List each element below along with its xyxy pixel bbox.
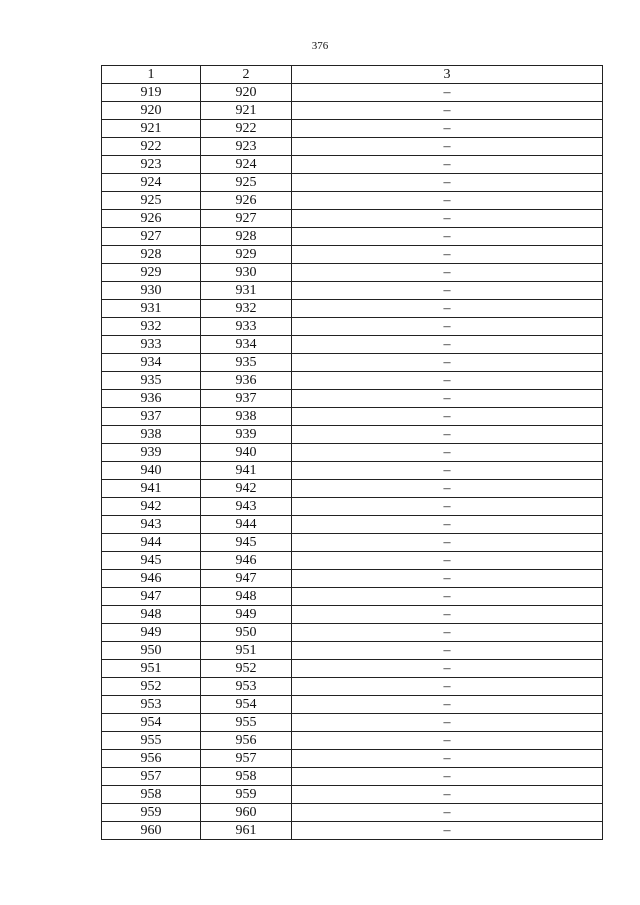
table-cell-col-2: 945 — [201, 534, 292, 552]
table-cell-col-2: 944 — [201, 516, 292, 534]
table-cell-col-3: – — [292, 408, 603, 426]
table-cell-col-3: – — [292, 588, 603, 606]
table-cell-col-1: 928 — [102, 246, 201, 264]
table-cell-col-3: – — [292, 822, 603, 840]
page-number: 376 — [311, 40, 329, 52]
table-row — [102, 174, 603, 192]
table-cell-col-3: – — [292, 174, 603, 192]
table-cell-col-1: 939 — [102, 444, 201, 462]
table-row — [102, 786, 603, 804]
table-cell-col-1: 922 — [102, 138, 201, 156]
table-cell-col-1: 932 — [102, 318, 201, 336]
table-cell-col-3: – — [292, 606, 603, 624]
table-cell-col-2: 959 — [201, 786, 292, 804]
table-cell-col-2: 943 — [201, 498, 292, 516]
table-row — [102, 390, 603, 408]
table-cell-col-1: 959 — [102, 804, 201, 822]
table-row — [102, 732, 603, 750]
table-cell-col-2: 961 — [201, 822, 292, 840]
table-cell-col-2: 923 — [201, 138, 292, 156]
table-cell-col-3: – — [292, 642, 603, 660]
table-cell-col-2: 935 — [201, 354, 292, 372]
table-cell-col-1: 926 — [102, 210, 201, 228]
table-cell-col-3: – — [292, 570, 603, 588]
table-row — [102, 372, 603, 390]
table-row — [102, 336, 603, 354]
table-cell-col-1: 942 — [102, 498, 201, 516]
table-cell-col-1: 931 — [102, 300, 201, 318]
table-cell-col-2: 954 — [201, 696, 292, 714]
table-cell-col-3: – — [292, 696, 603, 714]
table-cell-col-3: – — [292, 192, 603, 210]
column-header-1: 1 — [102, 66, 201, 84]
table-cell-col-1: 937 — [102, 408, 201, 426]
table-cell-col-3: – — [292, 84, 603, 102]
table-cell-col-1: 925 — [102, 192, 201, 210]
table-cell-col-1: 933 — [102, 336, 201, 354]
table-row — [102, 660, 603, 678]
table-cell-col-2: 939 — [201, 426, 292, 444]
table-cell-col-1: 954 — [102, 714, 201, 732]
table-cell-col-3: – — [292, 318, 603, 336]
table-cell-col-1: 938 — [102, 426, 201, 444]
table-cell-col-2: 934 — [201, 336, 292, 354]
table-row — [102, 498, 603, 516]
table-cell-col-2: 933 — [201, 318, 292, 336]
table-cell-col-1: 927 — [102, 228, 201, 246]
table-row — [102, 408, 603, 426]
table-cell-col-2: 946 — [201, 552, 292, 570]
table-row — [102, 192, 603, 210]
table-cell-col-2: 953 — [201, 678, 292, 696]
table-cell-col-3: – — [292, 264, 603, 282]
table-cell-col-2: 922 — [201, 120, 292, 138]
table-cell-col-1: 923 — [102, 156, 201, 174]
table-cell-col-2: 925 — [201, 174, 292, 192]
table-cell-col-1: 924 — [102, 174, 201, 192]
table-row — [102, 444, 603, 462]
table-row — [102, 228, 603, 246]
table-row — [102, 354, 603, 372]
table-row — [102, 606, 603, 624]
table-cell-col-3: – — [292, 768, 603, 786]
data-table — [101, 65, 603, 840]
table-cell-col-2: 960 — [201, 804, 292, 822]
table-cell-col-3: – — [292, 462, 603, 480]
table-cell-col-1: 948 — [102, 606, 201, 624]
table-cell-col-1: 952 — [102, 678, 201, 696]
table-row — [102, 642, 603, 660]
table-cell-col-1: 957 — [102, 768, 201, 786]
table-cell-col-3: – — [292, 516, 603, 534]
table-row — [102, 264, 603, 282]
table-cell-col-1: 958 — [102, 786, 201, 804]
table-row — [102, 696, 603, 714]
table-cell-col-3: – — [292, 354, 603, 372]
table-row — [102, 516, 603, 534]
table-cell-col-1: 949 — [102, 624, 201, 642]
table-cell-col-2: 920 — [201, 84, 292, 102]
table-row — [102, 750, 603, 768]
table-row — [102, 804, 603, 822]
table-cell-col-1: 943 — [102, 516, 201, 534]
table-cell-col-3: – — [292, 714, 603, 732]
table-cell-col-3: – — [292, 156, 603, 174]
table-row — [102, 570, 603, 588]
table-cell-col-3: – — [292, 228, 603, 246]
table-cell-col-3: – — [292, 660, 603, 678]
table-cell-col-3: – — [292, 786, 603, 804]
table-row — [102, 426, 603, 444]
table-cell-col-1: 935 — [102, 372, 201, 390]
table-row — [102, 282, 603, 300]
table-row — [102, 300, 603, 318]
table-cell-col-3: – — [292, 498, 603, 516]
table-cell-col-3: – — [292, 120, 603, 138]
table-cell-col-1: 955 — [102, 732, 201, 750]
table-cell-col-1: 951 — [102, 660, 201, 678]
table-cell-col-2: 936 — [201, 372, 292, 390]
table-cell-col-1: 934 — [102, 354, 201, 372]
table-row — [102, 534, 603, 552]
table-row — [102, 768, 603, 786]
table-cell-col-2: 938 — [201, 408, 292, 426]
table-cell-col-1: 941 — [102, 480, 201, 498]
table-row — [102, 462, 603, 480]
table-cell-col-2: 932 — [201, 300, 292, 318]
table-cell-col-3: – — [292, 624, 603, 642]
table-header-row — [102, 66, 603, 84]
table-row — [102, 156, 603, 174]
table-cell-col-2: 941 — [201, 462, 292, 480]
table-cell-col-2: 949 — [201, 606, 292, 624]
table-cell-col-2: 955 — [201, 714, 292, 732]
table-cell-col-1: 947 — [102, 588, 201, 606]
table-cell-col-3: – — [292, 732, 603, 750]
table-cell-col-3: – — [292, 336, 603, 354]
table-cell-col-2: 951 — [201, 642, 292, 660]
table-cell-col-3: – — [292, 750, 603, 768]
table-cell-col-2: 930 — [201, 264, 292, 282]
column-header-2: 2 — [201, 66, 292, 84]
table-row — [102, 120, 603, 138]
table-cell-col-3: – — [292, 534, 603, 552]
table-cell-col-2: 947 — [201, 570, 292, 588]
table-cell-col-2: 921 — [201, 102, 292, 120]
table-row — [102, 714, 603, 732]
table-cell-col-2: 929 — [201, 246, 292, 264]
table-cell-col-3: – — [292, 102, 603, 120]
table-row — [102, 246, 603, 264]
table-cell-col-2: 952 — [201, 660, 292, 678]
table-row — [102, 552, 603, 570]
table-cell-col-2: 928 — [201, 228, 292, 246]
table-cell-col-1: 919 — [102, 84, 201, 102]
table-cell-col-1: 950 — [102, 642, 201, 660]
table-row — [102, 678, 603, 696]
column-header-3: 3 — [292, 66, 603, 84]
table-row — [102, 318, 603, 336]
table-cell-col-2: 942 — [201, 480, 292, 498]
table-cell-col-1: 929 — [102, 264, 201, 282]
table-cell-col-3: – — [292, 246, 603, 264]
table-cell-col-1: 920 — [102, 102, 201, 120]
table-cell-col-1: 946 — [102, 570, 201, 588]
table-body — [102, 84, 603, 840]
table-cell-col-1: 936 — [102, 390, 201, 408]
table-cell-col-1: 945 — [102, 552, 201, 570]
table-cell-col-2: 931 — [201, 282, 292, 300]
table-cell-col-3: – — [292, 210, 603, 228]
table-cell-col-3: – — [292, 426, 603, 444]
table-row — [102, 84, 603, 102]
table-cell-col-3: – — [292, 390, 603, 408]
table-cell-col-2: 940 — [201, 444, 292, 462]
table-cell-col-2: 924 — [201, 156, 292, 174]
table-cell-col-2: 927 — [201, 210, 292, 228]
table-row — [102, 138, 603, 156]
table-cell-col-3: – — [292, 444, 603, 462]
table-cell-col-3: – — [292, 300, 603, 318]
table-cell-col-3: – — [292, 678, 603, 696]
table-cell-col-2: 957 — [201, 750, 292, 768]
table-cell-col-2: 948 — [201, 588, 292, 606]
table-row — [102, 102, 603, 120]
table-cell-col-2: 956 — [201, 732, 292, 750]
table-cell-col-2: 958 — [201, 768, 292, 786]
table-cell-col-1: 953 — [102, 696, 201, 714]
table-row — [102, 822, 603, 840]
table-cell-col-2: 926 — [201, 192, 292, 210]
table-cell-col-2: 950 — [201, 624, 292, 642]
table-cell-col-1: 940 — [102, 462, 201, 480]
table-cell-col-1: 944 — [102, 534, 201, 552]
table-cell-col-3: – — [292, 804, 603, 822]
table-row — [102, 588, 603, 606]
table-cell-col-3: – — [292, 372, 603, 390]
table-row — [102, 480, 603, 498]
table-cell-col-1: 956 — [102, 750, 201, 768]
table-cell-col-3: – — [292, 480, 603, 498]
table-row — [102, 624, 603, 642]
table-row — [102, 210, 603, 228]
table-cell-col-2: 937 — [201, 390, 292, 408]
table-cell-col-3: – — [292, 552, 603, 570]
table-cell-col-3: – — [292, 138, 603, 156]
table-cell-col-1: 921 — [102, 120, 201, 138]
table-cell-col-1: 930 — [102, 282, 201, 300]
table-cell-col-3: – — [292, 282, 603, 300]
table-cell-col-1: 960 — [102, 822, 201, 840]
